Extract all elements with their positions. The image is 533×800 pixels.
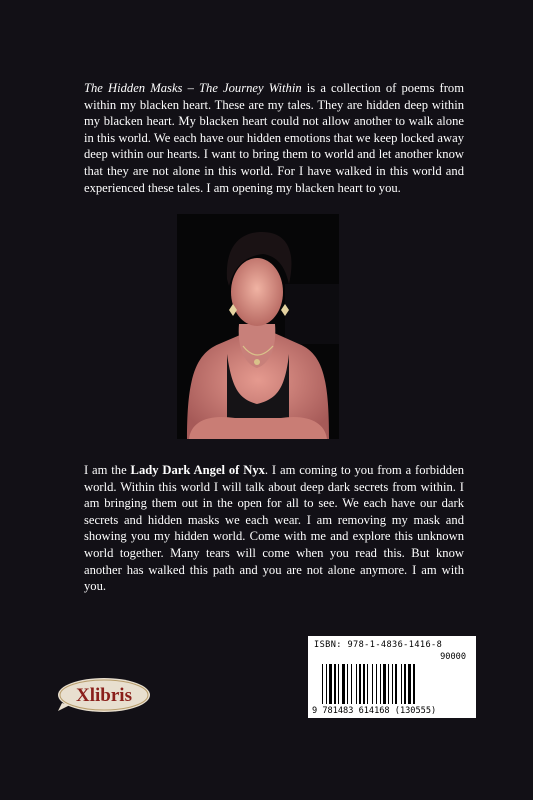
- book-title: The Hidden Masks – The Journey Within: [84, 81, 302, 95]
- author-photo: [177, 214, 339, 439]
- author-name: Lady Dark Angel of Nyx: [130, 463, 265, 477]
- isbn-label: ISBN: 978-1-4836-1416-8: [314, 640, 443, 650]
- intro-text: is a collection of poems from within my blacken heart. These are my tales. They are hidden deep within my blacken heart. My blacken heart could not allow another to walk alone in this world. We each have our hidden emotions that we keep locked away deep within our hearts. I want to bring them to world and let another know that they are not alone in this world. For I have walked in this world and experienced these tales. I am opening my blacken heart to you.: [84, 81, 464, 195]
- bio-text: . I am coming to you from a forbidden world. Within this world I will talk about deep dark secrets from within. I am bringing them out in the open for all to see. We each have our dark secrets and hidden masks we each wear. I am removing my mask and showing you my hidden world. Come with me and explore this unknown world together. Many tears will come when you read this. But know another has walked this path and you are not alone anymore. I am with you.: [84, 463, 464, 594]
- bio-paragraph: [84, 462, 464, 595]
- price-code: 90000: [440, 652, 466, 662]
- intro-paragraph: [84, 80, 464, 196]
- barcode-box: [308, 636, 476, 718]
- barcode-digits: 9 781483 614168 (130555): [312, 706, 437, 716]
- xlibris-logo: [56, 675, 152, 715]
- xlibris-logo-text: Xlibris: [76, 685, 132, 706]
- bio-prefix: I am the: [84, 463, 131, 477]
- barcode-bars: [322, 664, 462, 704]
